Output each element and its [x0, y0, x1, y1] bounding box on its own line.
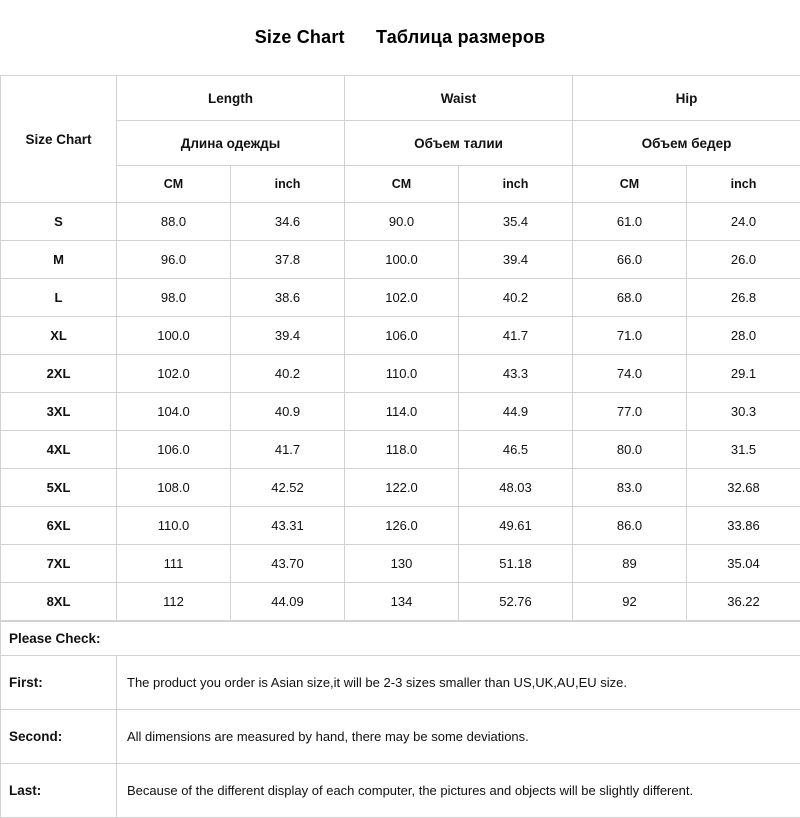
cell-waist-cm: 100.0 [345, 241, 459, 279]
cell-length-cm: 98.0 [117, 279, 231, 317]
note-row-second [1, 710, 800, 764]
cell-hip-inch: 26.0 [687, 241, 800, 279]
cell-waist-inch: 46.5 [459, 431, 573, 469]
cell-length-cm: 100.0 [117, 317, 231, 355]
size-label: S [1, 203, 117, 241]
cell-length-inch: 43.31 [231, 507, 345, 545]
cell-hip-cm: 89 [573, 545, 687, 583]
cell-length-inch: 41.7 [231, 431, 345, 469]
cell-hip-cm: 74.0 [573, 355, 687, 393]
cell-waist-cm: 106.0 [345, 317, 459, 355]
header-group-hip-en: Hip [573, 76, 800, 121]
size-label: 2XL [1, 355, 117, 393]
note-label-second: Second: [1, 710, 117, 764]
cell-hip-inch: 24.0 [687, 203, 800, 241]
cell-length-cm: 108.0 [117, 469, 231, 507]
cell-waist-inch: 41.7 [459, 317, 573, 355]
notes-table [0, 621, 800, 818]
table-row [1, 583, 800, 621]
cell-hip-inch: 35.04 [687, 545, 800, 583]
cell-length-cm: 110.0 [117, 507, 231, 545]
cell-length-inch: 39.4 [231, 317, 345, 355]
size-label: 6XL [1, 507, 117, 545]
header-unit-waist-inch: inch [459, 166, 573, 203]
table-row [1, 431, 800, 469]
note-label-first: First: [1, 656, 117, 710]
cell-hip-inch: 36.22 [687, 583, 800, 621]
cell-length-cm: 102.0 [117, 355, 231, 393]
size-label: 7XL [1, 545, 117, 583]
table-row [1, 241, 800, 279]
cell-length-cm: 112 [117, 583, 231, 621]
table-row [1, 469, 800, 507]
header-size-chart-corner: Size Chart [1, 76, 117, 203]
header-row-group-en [1, 76, 800, 121]
cell-waist-inch: 48.03 [459, 469, 573, 507]
cell-length-cm: 96.0 [117, 241, 231, 279]
size-label: M [1, 241, 117, 279]
cell-hip-inch: 31.5 [687, 431, 800, 469]
cell-hip-inch: 30.3 [687, 393, 800, 431]
table-row [1, 317, 800, 355]
cell-waist-cm: 118.0 [345, 431, 459, 469]
cell-waist-inch: 43.3 [459, 355, 573, 393]
notes-heading: Please Check: [1, 622, 800, 656]
cell-waist-cm: 102.0 [345, 279, 459, 317]
cell-length-cm: 104.0 [117, 393, 231, 431]
table-row [1, 279, 800, 317]
cell-waist-cm: 114.0 [345, 393, 459, 431]
notes-heading-row [1, 622, 800, 656]
cell-length-cm: 88.0 [117, 203, 231, 241]
size-label: 3XL [1, 393, 117, 431]
header-group-waist-ru: Объем талии [345, 121, 573, 166]
cell-hip-inch: 29.1 [687, 355, 800, 393]
cell-hip-cm: 77.0 [573, 393, 687, 431]
note-text-second: All dimensions are measured by hand, there may be some deviations. [117, 710, 800, 764]
cell-waist-cm: 90.0 [345, 203, 459, 241]
cell-waist-inch: 44.9 [459, 393, 573, 431]
cell-length-inch: 40.9 [231, 393, 345, 431]
cell-length-inch: 37.8 [231, 241, 345, 279]
header-unit-waist-cm: CM [345, 166, 459, 203]
cell-waist-inch: 52.76 [459, 583, 573, 621]
table-row [1, 203, 800, 241]
header-group-length-ru: Длина одежды [117, 121, 345, 166]
header-group-hip-ru: Объем бедер [573, 121, 800, 166]
cell-hip-inch: 28.0 [687, 317, 800, 355]
cell-waist-inch: 49.61 [459, 507, 573, 545]
cell-waist-cm: 126.0 [345, 507, 459, 545]
size-label: 5XL [1, 469, 117, 507]
cell-waist-cm: 122.0 [345, 469, 459, 507]
cell-length-inch: 43.70 [231, 545, 345, 583]
cell-waist-cm: 110.0 [345, 355, 459, 393]
size-label: 8XL [1, 583, 117, 621]
title-band [0, 0, 800, 75]
cell-length-inch: 40.2 [231, 355, 345, 393]
note-text-last: Because of the different display of each computer, the pictures and objects will be slightly different. [117, 764, 800, 818]
header-unit-length-inch: inch [231, 166, 345, 203]
cell-length-cm: 111 [117, 545, 231, 583]
cell-hip-inch: 26.8 [687, 279, 800, 317]
table-row [1, 393, 800, 431]
header-unit-hip-inch: inch [687, 166, 800, 203]
cell-waist-cm: 130 [345, 545, 459, 583]
header-row-units [1, 166, 800, 203]
cell-length-inch: 34.6 [231, 203, 345, 241]
cell-hip-cm: 86.0 [573, 507, 687, 545]
header-unit-length-cm: CM [117, 166, 231, 203]
cell-hip-cm: 61.0 [573, 203, 687, 241]
table-row [1, 355, 800, 393]
cell-hip-cm: 83.0 [573, 469, 687, 507]
cell-waist-inch: 39.4 [459, 241, 573, 279]
cell-length-cm: 106.0 [117, 431, 231, 469]
size-label: XL [1, 317, 117, 355]
cell-waist-inch: 35.4 [459, 203, 573, 241]
cell-waist-cm: 134 [345, 583, 459, 621]
page-title: Size Chart Таблица размеров [255, 27, 546, 48]
header-group-length-en: Length [117, 76, 345, 121]
cell-hip-cm: 71.0 [573, 317, 687, 355]
note-row-last [1, 764, 800, 818]
header-group-waist-en: Waist [345, 76, 573, 121]
note-text-first: The product you order is Asian size,it will be 2-3 sizes smaller than US,UK,AU,EU size. [117, 656, 800, 710]
note-row-first [1, 656, 800, 710]
table-row [1, 507, 800, 545]
size-chart-table [0, 75, 800, 621]
cell-hip-cm: 80.0 [573, 431, 687, 469]
cell-hip-cm: 66.0 [573, 241, 687, 279]
header-row-group-ru [1, 121, 800, 166]
cell-hip-inch: 32.68 [687, 469, 800, 507]
note-label-last: Last: [1, 764, 117, 818]
cell-hip-cm: 68.0 [573, 279, 687, 317]
cell-length-inch: 44.09 [231, 583, 345, 621]
cell-waist-inch: 51.18 [459, 545, 573, 583]
cell-length-inch: 38.6 [231, 279, 345, 317]
cell-hip-cm: 92 [573, 583, 687, 621]
cell-hip-inch: 33.86 [687, 507, 800, 545]
header-unit-hip-cm: CM [573, 166, 687, 203]
size-label: 4XL [1, 431, 117, 469]
cell-length-inch: 42.52 [231, 469, 345, 507]
table-row [1, 545, 800, 583]
cell-waist-inch: 40.2 [459, 279, 573, 317]
size-label: L [1, 279, 117, 317]
